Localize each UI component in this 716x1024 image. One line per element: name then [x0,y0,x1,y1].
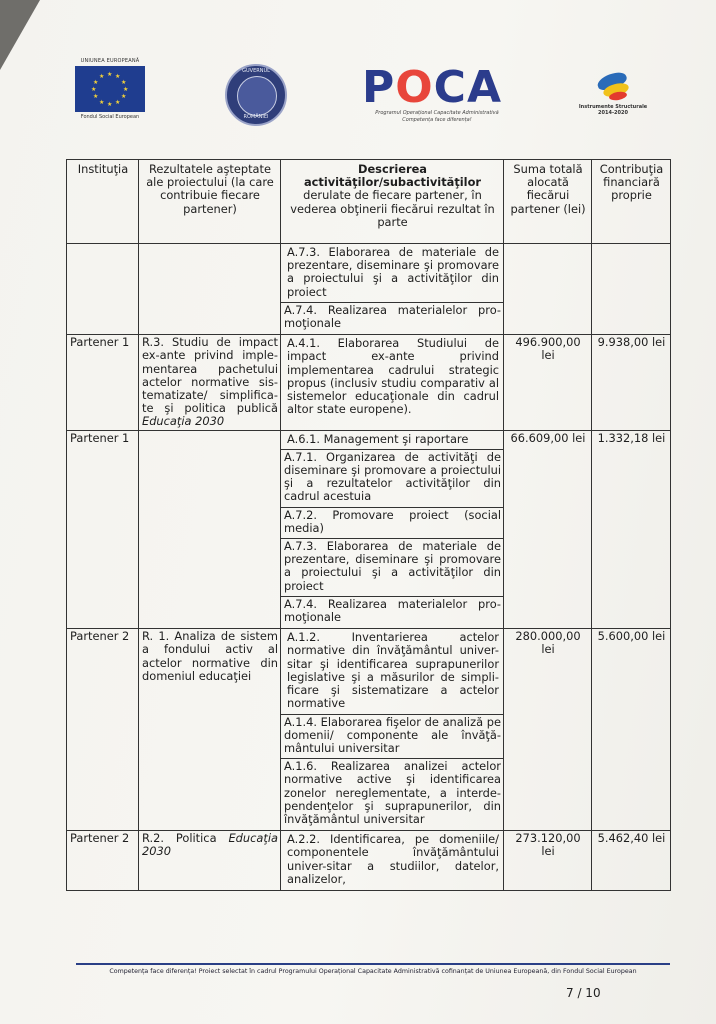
poca-subtitle-2: Competența face diferența! [402,117,472,123]
cell-institutia: Partener 1 [67,335,139,430]
activity-item: A.7.4. Realizarea materialelor pro-moţionale [281,596,503,627]
cell-institutia: Partener 1 [67,430,139,629]
rezultat-italic: Educaţia 2030 [142,414,225,429]
instrumente-structurale-logo [578,70,648,116]
cell-suma: 280.000,00 lei [504,629,592,831]
footer-text: Competența face diferența! Proiect selectat în cadrul Programului Operațional Capacitate Administrativă cofinanțat de Uniunea Europeană, din Fondul Social European [109,968,637,975]
header-descriere-title: Descrierea activităţilor/subactivităţilor [303,162,482,190]
table-row [67,335,671,430]
poca-logo [362,62,512,124]
cell-institutia [67,244,139,335]
activity-item: A.7.1. Organizarea de activităţi de diseminare şi promovare a proiectului şi a rezultatelor activităţilor din cadrul acestuia [281,449,503,507]
cell-rezultat [139,430,281,629]
activity-item: A.7.4. Realizarea materialelor pro-moţionale [281,302,503,333]
partners-budget-table [66,159,671,891]
activity-item: A.7.3. Elaborarea de materiale de prezentare, diseminare şi promovare a proiectului şi a activităţilor din proiect [281,538,503,596]
activity-item: A.2.2. Identificarea, pe domeniile/ componentele învăţământului univer-sitar a studiilor, datelor, analizelor, [287,832,499,886]
rezultat-italic: Educaţia 2030 [142,831,278,859]
cell-activitati [281,244,504,335]
header-institutia: Instituţia [67,160,139,244]
cell-rezultat [139,831,281,891]
cell-activitati [281,335,504,430]
table-row [67,629,671,831]
eu-logo-subtitle: Fondul Social European [80,114,140,120]
eu-logo [72,58,148,120]
poca-letters-ca: CA [433,62,502,113]
gov-seal-bottom-text: ROMÂNIEI [243,114,269,120]
logo-header [0,52,716,142]
activity-item: A.1.2. Inventarierea actelor normative din învăţământul univer-sitar şi identificarea suprapunerilor legislative şi a măsurilor de simpli-ficare şi sistematizare a actelor normative [287,630,499,711]
activity-item: A.7.3. Elaborarea de materiale de prezentare, diseminare şi promovare a proiectului şi a activităţilor din proiect [287,245,499,299]
cell-contributia: 1.332,18 lei [592,430,671,629]
rezultat-text: R. 1. Analiza de sistem a fondului activ al actelor normative din domeniul educaţiei [142,629,278,683]
header-suma: Suma totală alocată fiecărui partener (lei) [504,160,592,244]
poca-letter-o: O [395,62,434,113]
cell-suma: 273.120,00 lei [504,831,592,891]
cell-contributia: 5.462,40 lei [592,831,671,891]
cell-contributia: 5.600,00 lei [592,629,671,831]
gov-seal-top-text: GUVERNUL [242,68,270,74]
footer-divider [76,963,670,965]
header-descriere-rest: derulate de fiecare partener, în vederea obţinerii fiecărui rezultat în parte [290,188,495,229]
activity-item: A.4.1. Elaborarea Studiului de impact ex-ante privind implementarea cadrului strategic propus (inclusiv studiu comparativ al sistemelor educaţionale din cadrul altor state europene). [287,336,499,417]
cell-suma: 496.900,00 lei [504,335,592,430]
cell-activitati [281,831,504,891]
activity-item: A.6.1. Management şi raportare [287,431,469,446]
is-logo-years: 2014-2020 [598,110,628,116]
header-descriere [281,160,504,244]
eu-flag-icon: ★ ★ ★ ★ ★ ★ ★ ★ ★ ★ ★ ★ [75,66,145,112]
cell-institutia: Partener 2 [67,629,139,831]
cell-activitati [281,430,504,629]
activity-item: A.1.6. Realizarea analizei actelor normative active şi identificarea zonelor nereglementate, a interde-pendenţelor şi suprapunerilor, din învăţământul universitar [281,758,503,829]
cell-contributia: 9.938,00 lei [592,335,671,430]
page-number: 7 / 10 [566,986,601,1000]
poca-letter-p: P [362,62,396,113]
rezultat-text: R.2. Politica [142,831,217,846]
cell-suma: 66.609,00 lei [504,430,592,629]
rezultat-text: R.3. Studiu de impact ex-ante privind imple-mentarea pachetului actelor normative sis-tematizate/ simplifica-te şi politica publică [142,335,278,416]
cell-activitati [281,629,504,831]
cell-institutia: Partener 2 [67,831,139,891]
activity-item: A.1.4. Elaborarea fişelor de analiză pe domenii/ componente ale învăţă-mântului universitar [281,714,503,759]
government-seal-icon [225,64,287,126]
cell-rezultat [139,335,281,430]
header-rezultate: Rezultatele aşteptate ale proiectului (la care contribuie fiecare partener) [139,160,281,244]
instrumente-structurale-icon [593,70,633,104]
cell-suma [504,244,592,335]
cell-contributia [592,244,671,335]
table-header-row [67,160,671,244]
cell-rezultat [139,629,281,831]
poca-subtitle-1: Programul Operațional Capacitate Administrativă [375,110,499,116]
header-contributia: Contribuţia financiară proprie [592,160,671,244]
eu-logo-title: UNIUNEA EUROPEANĂ [80,58,140,64]
activity-item: A.7.2. Promovare proiect (social media) [281,507,503,538]
cell-rezultat [139,244,281,335]
table-row [67,831,671,891]
coat-of-arms-icon [237,76,277,116]
is-logo-title: Instrumente Structurale [578,104,648,110]
table-row [67,244,671,335]
table-row [67,430,671,629]
